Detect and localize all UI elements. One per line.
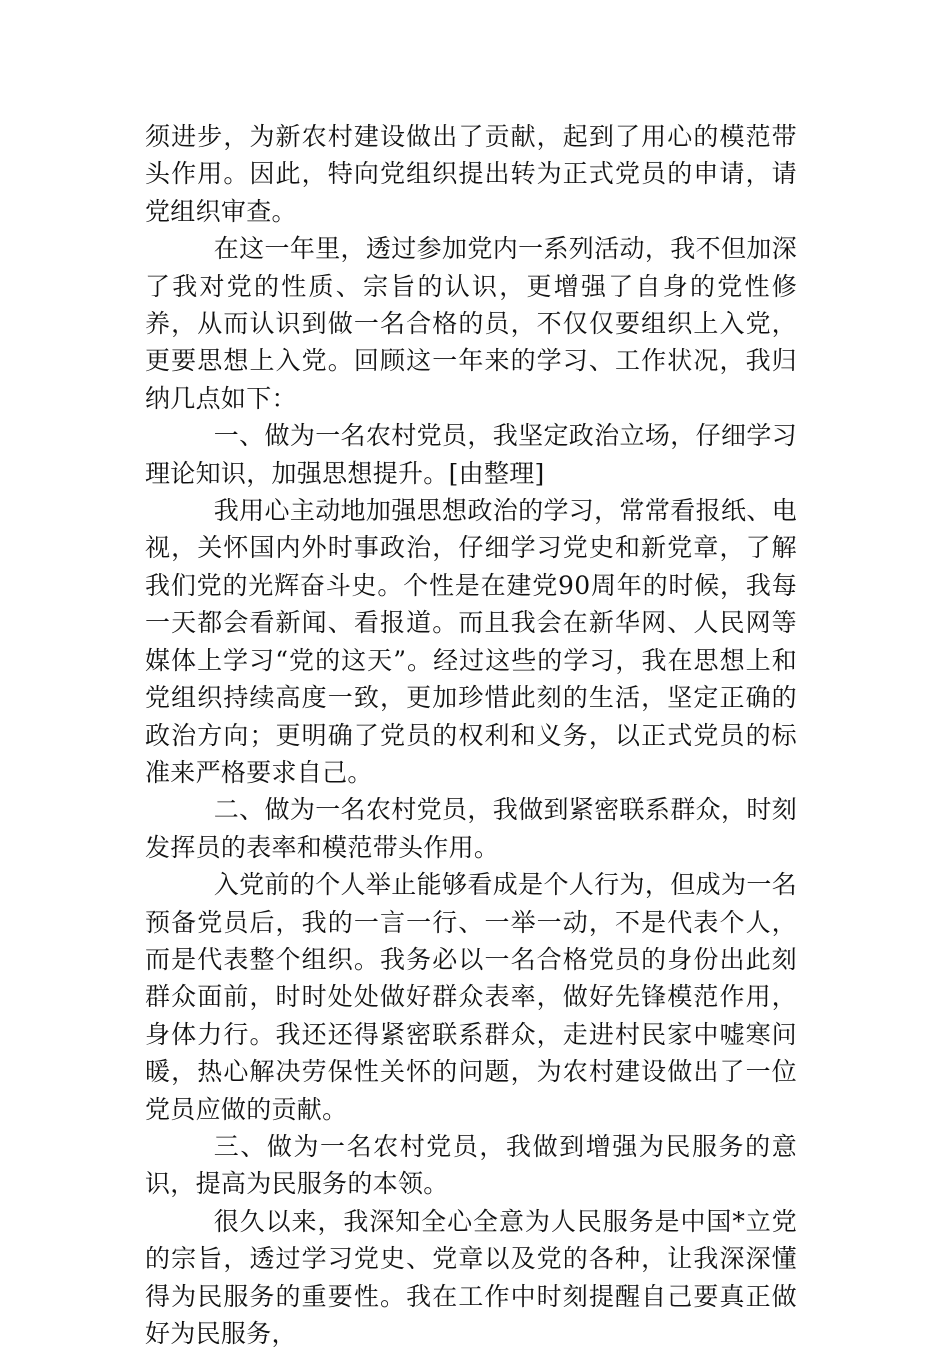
paragraph-5-heading-two: 二、做为一名农村党员，我做到紧密联系群众，时刻发挥员的表率和模范带头作用。 (145, 795, 797, 862)
paragraph-7-heading-three: 三、做为一名农村党员，我做到增强为民服务的意识，提高为民服务的本领。 (145, 1131, 797, 1199)
paragraph-2: 在这一年里，透过参加党内一系列活动，我不但加深了我对党的性质、宗旨的认识，更增强了自身的党性修养，从而认识到做一名合格的员，不仅仅要组织上入党，更要思想上入党。回顾这一年来的学习、工作状况，我归纳几点如下： (145, 234, 797, 413)
paragraph-4: 我用心主动地加强思想政治的学习，常常看报纸、电视，关怀国内外时事政治，仔细学习党史和新党章，了解我们党的光辉奋斗史。个性是在建党90周年的时候，我每一天都会看新闻、看报道。而且我会在新华网、人民网等媒体上学习“党的这天”。经过这些的学习，我在思想上和党组织持续高度一致，更加珍惜此刻的生活，坚定正确的政治方向；更明确了党员的权利和义务，以正式党员的标准来严格要求自己。 (145, 496, 797, 787)
paragraph-6: 入党前的个人举止能够看成是个人行为，但成为一名预备党员后，我的一言一行、一举一动，不是代表个人，而是代表整个组织。我务必以一名合格党员的身份出此刻群众面前，时时处处做好群众表率，做好先锋模范作用，身体力行。我还还得紧密联系群众，走进村民家中嘘寒问暖，热心解决劳保性关怀的问题，为农村建设做出了一位党员应做的贡献。 (145, 870, 797, 1124)
document-page (145, 118, 797, 1352)
paragraph-8: 很久以来，我深知全心全意为人民服务是中国*立党的宗旨，透过学习党史、党章以及党的各种，让我深深懂得为民服务的重要性。我在工作中时刻提醒自己要真正做好为民服务， (145, 1206, 797, 1348)
paragraph-3-heading-one: 一、做为一名农村党员，我坚定政治立场，仔细学习理论知识，加强思想提升。[由整理] (145, 421, 797, 488)
paragraph-1: 须进步，为新农村建设做出了贡献，起到了用心的模范带头作用。因此，特向党组织提出转为正式党员的申请，请党组织审查。 (145, 122, 797, 226)
